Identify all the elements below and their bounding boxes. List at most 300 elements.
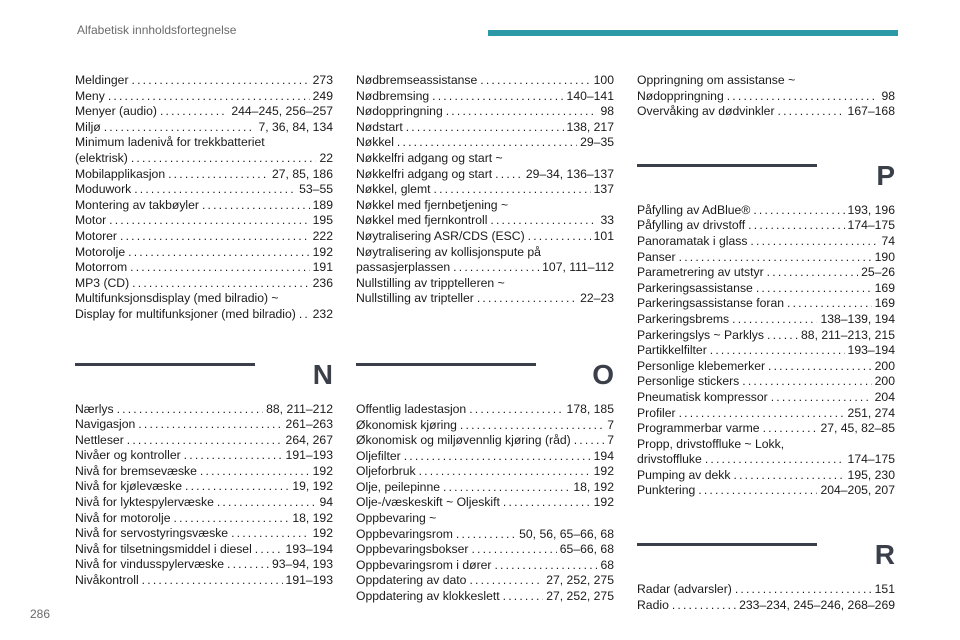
dot-leader <box>174 511 290 527</box>
index-entry-pages: 174–175 <box>847 452 895 467</box>
dot-leader <box>787 296 872 312</box>
index-entry <box>75 182 333 198</box>
dot-leader <box>778 104 845 120</box>
index-entry <box>637 234 895 250</box>
index-entry-pages: 88, 211–212 <box>266 401 333 416</box>
index-entry-pages: 192 <box>312 244 333 259</box>
dot-leader <box>748 218 844 234</box>
section-header-p <box>637 150 895 196</box>
index-entry <box>75 167 333 183</box>
index-entry-label: Påfylling av AdBlue® <box>637 202 751 217</box>
index-entry-pages: 200 <box>874 358 895 373</box>
section-rule <box>637 164 817 167</box>
index-entry-pages: 204–205, 207 <box>820 483 895 498</box>
index-entry-pages: 169 <box>874 280 895 295</box>
index-entry-pages: 193, 196 <box>847 202 895 217</box>
index-entry-pages: 193–194 <box>847 343 895 358</box>
index-entry-label: Økonomisk og miljøvennlig kjøring (råd) <box>356 433 571 448</box>
index-entry-label: Menyer (audio) <box>75 104 157 119</box>
dot-leader <box>406 120 564 136</box>
dot-leader <box>734 468 845 484</box>
index-entry-label: Overvåking av dødvinkler <box>637 104 775 119</box>
index-entry-text: Nøkkel med fjernbetjening ~ <box>356 197 509 212</box>
dot-leader <box>446 104 598 120</box>
index-entry <box>75 89 333 105</box>
index-entry-label: Panser <box>637 249 676 264</box>
index-entry-pages: 140–141 <box>566 88 614 103</box>
index-entry-pages: 174–175 <box>847 218 895 233</box>
index-entry-pages: 100 <box>593 73 614 87</box>
entry-group <box>75 73 333 323</box>
index-entry-label: Motorrom <box>75 260 128 275</box>
dot-leader <box>679 406 845 422</box>
index-entry <box>75 276 333 292</box>
index-entry <box>637 452 895 468</box>
index-entry <box>356 589 614 605</box>
dot-leader <box>231 526 310 542</box>
index-entry-pages: 193–194 <box>285 541 333 556</box>
index-entry <box>75 307 333 323</box>
section-rule <box>356 363 536 366</box>
index-entry-pages: 53–55 <box>299 182 333 197</box>
index-entry-label: Personlige stickers <box>637 374 740 389</box>
index-entry-label: Parkeringsbrems <box>637 311 730 326</box>
index-entry-pages: 27, 252, 275 <box>546 589 614 604</box>
index-entry-label: Nøkkel, glemt <box>356 182 431 197</box>
index-entry <box>637 296 895 312</box>
index-entry-label: Display for multifunksjoner (med bilradio) <box>75 306 296 321</box>
index-entry <box>356 449 614 465</box>
index-entry-pages: 18, 192 <box>292 510 333 525</box>
index-entry-label: Partikkelfilter <box>637 343 707 358</box>
index-entry-pages: 22 <box>319 150 333 165</box>
index-entry-pages: 194 <box>593 448 614 463</box>
index-entry-label: Radio <box>637 597 669 612</box>
index-entry-pages: 29–35 <box>580 135 614 150</box>
index-entry <box>637 483 895 499</box>
index-entry <box>637 468 895 484</box>
index-entry <box>356 104 614 120</box>
header-accent-bar <box>488 30 898 36</box>
index-entry-label: Nullstilling av tripteller <box>356 291 474 306</box>
index-entry-label: Pneumatisk kompressor <box>637 389 768 404</box>
index-entry-label: (elektrisk) <box>75 150 128 165</box>
dot-leader <box>108 89 310 105</box>
index-entry <box>637 89 895 105</box>
index-entry <box>637 218 895 234</box>
index-entry <box>356 433 614 449</box>
dot-leader <box>710 343 845 359</box>
section-header-r <box>637 529 895 575</box>
index-entry-pages: 244–245, 256–257 <box>231 104 333 119</box>
index-entry-pages: 200 <box>874 374 895 389</box>
index-entry-label: Nivåer og kontroller <box>75 448 181 463</box>
index-entry-text: Minimum ladenivå for trekkbatteriet <box>75 135 265 150</box>
index-entry-label: Oppbevaringsrom <box>356 526 453 541</box>
dot-leader <box>202 198 310 214</box>
index-entry-label: Parkeringsassistanse <box>637 280 753 295</box>
index-entry-label: Moduwork <box>75 182 132 197</box>
index-entry-pages: 65–66, 68 <box>559 542 614 557</box>
index-entry-pages: 27, 45, 82–85 <box>820 421 895 436</box>
section-header-o <box>356 349 614 395</box>
index-entry <box>75 464 333 480</box>
section-rule <box>637 543 817 546</box>
index-entry-pages: 94 <box>319 495 333 510</box>
index-entry-label: MP3 (CD) <box>75 275 130 290</box>
index-entry-label: Nivåkontroll <box>75 573 139 588</box>
index-entry <box>356 291 614 307</box>
dot-leader <box>503 495 591 511</box>
index-entry <box>75 120 333 136</box>
index-entry-label: Oppbevaringsbokser <box>356 542 469 557</box>
index-entry-label: Miljø <box>75 119 101 134</box>
index-entry <box>356 480 614 496</box>
index-entry-label: Parametrering av utstyr <box>637 265 764 280</box>
dot-leader <box>672 598 736 614</box>
dot-leader <box>771 390 872 406</box>
dot-leader <box>490 213 597 229</box>
index-entry <box>75 213 333 229</box>
index-entry-pages: 191–193 <box>285 448 333 463</box>
index-entry-pages: 68 <box>600 557 614 572</box>
section-letter: R <box>874 539 895 571</box>
dot-leader <box>127 433 283 449</box>
index-entry-text: Nullstilling av tripptelleren ~ <box>356 275 505 290</box>
index-entry <box>637 203 895 219</box>
index-entry-label: Nivå for kjølevæske <box>75 479 183 494</box>
index-entry-pages: 7 <box>607 417 614 432</box>
index-entry <box>356 135 614 151</box>
index-entry-pages: 74 <box>881 233 895 248</box>
index-entry-text: Oppringning om assistanse ~ <box>637 73 796 87</box>
dot-leader <box>480 73 590 89</box>
index-entry-pages: 192 <box>593 464 614 479</box>
section-letter: N <box>312 358 333 390</box>
dot-leader <box>456 527 516 543</box>
dot-leader <box>574 433 605 449</box>
dot-leader <box>132 73 310 89</box>
index-entry-label: drivstoffluke <box>637 452 702 467</box>
index-entry-pages: 93–94, 193 <box>272 557 333 572</box>
index-entry-pages: 195 <box>312 213 333 228</box>
index-entry <box>356 527 614 543</box>
dot-leader <box>200 464 310 480</box>
index-entry-label: Nødstart <box>356 119 403 134</box>
index-entry <box>75 573 333 589</box>
index-entry <box>637 390 895 406</box>
index-entry-text: Nøytralisering av kollisjonspute på <box>356 244 541 259</box>
index-entry-label: Motor <box>75 213 107 228</box>
index-entry-label: Nødbremseassistanse <box>356 73 478 87</box>
index-entry-pages: 29–34, 136–137 <box>525 166 614 181</box>
index-entry <box>637 582 895 598</box>
index-entry-label: Oljefilter <box>356 448 401 463</box>
index-entry-label: Oppbevaringsrom i dører <box>356 557 492 572</box>
index-entry-pages: 7 <box>607 433 614 448</box>
dot-leader <box>756 281 872 297</box>
dot-leader <box>705 452 845 468</box>
dot-leader <box>727 89 879 105</box>
index-entry-label: Oljeforbruk <box>356 464 416 479</box>
entry-group <box>637 582 895 613</box>
dot-leader <box>443 480 570 496</box>
index-entry <box>75 73 333 89</box>
index-entry-label: Panoramatak i glass <box>637 233 748 248</box>
index-entry-pages: 88, 211–213, 215 <box>801 327 895 342</box>
dot-leader <box>184 448 283 464</box>
index-entry <box>356 167 614 183</box>
index-entry <box>356 260 614 276</box>
index-entry-pages: 27, 85, 186 <box>272 166 333 181</box>
index-entry <box>75 526 333 542</box>
index-entry <box>637 312 895 328</box>
index-entry <box>75 479 333 495</box>
index-entry-label: Navigasjon <box>75 417 136 432</box>
index-entry-pages: 222 <box>312 228 333 243</box>
index-entry <box>75 245 333 261</box>
dot-leader <box>477 291 577 307</box>
index-entry-label: Motorolje <box>75 244 126 259</box>
index-entry-label: Punktering <box>637 483 696 498</box>
index-entry-pages: 261–263 <box>285 417 333 432</box>
dot-leader <box>753 203 844 219</box>
dot-leader <box>132 276 309 292</box>
index-entry-label: Nivå for motorolje <box>75 510 171 525</box>
index-entry <box>356 120 614 136</box>
dot-leader <box>495 167 523 183</box>
index-entry-pages: 19, 192 <box>292 479 333 494</box>
index-entry-pages: 98 <box>881 88 895 103</box>
index-entry-label: Personlige klebemerker <box>637 358 766 373</box>
index-entry-text: Propp, drivstoffluke ~ Lokk, <box>637 436 785 451</box>
dot-leader <box>227 557 269 573</box>
dot-leader <box>494 558 597 574</box>
dot-leader <box>160 104 228 120</box>
index-entry-label: Nettleser <box>75 432 124 447</box>
index-entry-label: Nivå for lyktespylervæske <box>75 495 214 510</box>
index-entry-label: Programmerbar varme <box>637 421 760 436</box>
index-entry <box>637 250 895 266</box>
dot-leader <box>763 421 818 437</box>
dot-leader <box>138 417 282 433</box>
running-header-title: Alfabetisk innholdsfortegnelse <box>77 23 237 37</box>
index-entry-pages: 169 <box>874 296 895 311</box>
index-entry-pages: 191 <box>312 260 333 275</box>
index-column-1 <box>75 73 333 589</box>
index-entry <box>356 558 614 574</box>
index-entry-pages: 192 <box>312 463 333 478</box>
dot-leader <box>131 151 317 167</box>
index-entry-pages: 190 <box>874 249 895 264</box>
index-entry <box>75 151 333 167</box>
index-entry-pages: 18, 192 <box>573 479 614 494</box>
index-entry-label: Meldinger <box>75 73 129 87</box>
dot-leader <box>732 312 817 328</box>
dot-leader <box>469 402 563 418</box>
index-entry <box>75 402 333 418</box>
index-entry-label: Oppdatering av dato <box>356 573 467 588</box>
index-entry-text: Nøkkelfri adgang og start ~ <box>356 150 503 165</box>
dot-leader <box>469 573 543 589</box>
dot-leader <box>471 542 556 558</box>
dot-leader <box>397 135 577 151</box>
index-entry <box>75 229 333 245</box>
dot-leader <box>142 573 283 589</box>
dot-leader <box>120 229 310 245</box>
index-entry-pages: 251, 274 <box>847 405 895 420</box>
dot-leader <box>104 120 256 136</box>
index-entry-pages: 138, 217 <box>566 119 614 134</box>
index-entry-pages: 264, 267 <box>285 432 333 447</box>
entry-group <box>637 73 895 120</box>
index-entry-pages: 236 <box>312 275 333 290</box>
index-entry-label: Oppdatering av klokkeslett <box>356 589 500 604</box>
index-entry-label: Olje-/væskeskift ~ Oljeskift <box>356 495 500 510</box>
index-entry-pages: 107, 111–112 <box>542 260 614 275</box>
dot-leader <box>109 213 310 229</box>
dot-leader <box>217 495 317 511</box>
dot-leader <box>767 265 858 281</box>
index-entry <box>637 598 895 614</box>
index-entry-pages: 138–139, 194 <box>820 311 895 326</box>
index-entry <box>356 73 614 89</box>
index-entry-label: Nøkkelfri adgang og start <box>356 166 493 181</box>
index-entry-label: Profiler <box>637 405 676 420</box>
dot-leader <box>453 260 539 276</box>
entry-group <box>637 203 895 499</box>
index-entry-label: Parkeringsassistanse foran <box>637 296 784 311</box>
index-entry-label: Nødoppringning <box>637 88 724 103</box>
dot-leader <box>134 182 296 198</box>
index-entry-label: Olje, peilepinne <box>356 479 441 494</box>
dot-leader <box>767 328 798 344</box>
entry-group <box>356 402 614 605</box>
index-entry-pages: 151 <box>874 582 895 597</box>
index-entry-pages: 7, 36, 84, 134 <box>258 119 333 134</box>
index-entry <box>75 557 333 573</box>
dot-leader <box>185 479 289 495</box>
index-entry-pages: 137 <box>593 182 614 197</box>
index-entry <box>75 495 333 511</box>
index-entry <box>75 260 333 276</box>
index-entry-label: Nøkkel med fjernkontroll <box>356 213 488 228</box>
index-entry <box>75 417 333 433</box>
dot-leader <box>698 483 817 499</box>
dot-leader <box>299 307 310 323</box>
index-entry-label: Motorer <box>75 228 117 243</box>
index-entry-label: passasjerplassen <box>356 260 451 275</box>
index-entry <box>637 265 895 281</box>
section-header-n <box>75 349 333 395</box>
index-entry-label: Nivå for servostyringsvæske <box>75 526 229 541</box>
section-letter: P <box>876 159 895 191</box>
index-entry-label: Nærlys <box>75 401 114 416</box>
index-entry-label: Offentlig ladestasjon <box>356 401 467 416</box>
index-entry-label: Radar (advarsler) <box>637 582 732 597</box>
dot-leader <box>255 542 283 558</box>
index-entry-pages: 273 <box>312 73 333 87</box>
index-entry-pages: 167–168 <box>847 104 895 119</box>
index-entry-pages: 33 <box>600 213 614 228</box>
dot-leader <box>742 374 871 390</box>
index-entry-pages: 233–234, 245–246, 268–269 <box>739 597 895 612</box>
dot-leader <box>503 589 544 605</box>
index-entry-label: Påfylling av drivstoff <box>637 218 746 233</box>
index-entry <box>75 511 333 527</box>
index-entry-pages: 192 <box>593 495 614 510</box>
index-entry-label: Nødbremsing <box>356 88 430 103</box>
index-entry-label: Nivå for vindusspylervæske <box>75 557 225 572</box>
index-column-3 <box>637 73 895 613</box>
dot-leader <box>117 402 264 418</box>
index-entry-text: Multifunksjonsdisplay (med bilradio) ~ <box>75 291 279 306</box>
index-entry <box>356 182 614 198</box>
dot-leader <box>419 464 591 480</box>
entry-group <box>356 73 614 307</box>
index-entry <box>75 448 333 464</box>
index-entry-pages: 101 <box>593 228 614 243</box>
index-entry-label: Montering av takbøyler <box>75 197 199 212</box>
index-entry-label: Pumping av dekk <box>637 467 731 482</box>
index-entry-label: Mobilapplikasjon <box>75 166 166 181</box>
section-letter: O <box>592 358 614 390</box>
index-entry-label: Nivå for tilsetningsmiddel i diesel <box>75 541 252 556</box>
index-entry-pages: 249 <box>312 88 333 103</box>
dot-leader <box>130 260 310 276</box>
index-entry <box>637 421 895 437</box>
index-entry-pages: 98 <box>600 104 614 119</box>
dot-leader <box>735 582 872 598</box>
index-entry <box>356 213 614 229</box>
index-entry-label: Nivå for bremsevæske <box>75 463 197 478</box>
dot-leader <box>460 418 604 434</box>
index-entry <box>75 198 333 214</box>
dot-leader <box>168 167 269 183</box>
index-entry-pages: 191–193 <box>285 573 333 588</box>
dot-leader <box>750 234 878 250</box>
index-entry <box>637 281 895 297</box>
index-entry-pages: 232 <box>312 306 333 321</box>
index-entry <box>356 418 614 434</box>
index-entry-pages: 189 <box>312 197 333 212</box>
index-entry-pages: 22–23 <box>580 291 614 306</box>
dot-leader <box>128 245 310 261</box>
index-entry <box>356 402 614 418</box>
dot-leader <box>434 182 591 198</box>
index-entry-pages: 25–26 <box>861 265 895 280</box>
index-entry <box>75 104 333 120</box>
dot-leader <box>432 89 563 105</box>
index-entry-label: Økonomisk kjøring <box>356 417 457 432</box>
index-entry <box>637 359 895 375</box>
index-entry <box>356 542 614 558</box>
index-entry <box>356 495 614 511</box>
index-entry-label: Nødoppringning <box>356 104 443 119</box>
index-entry-label: Meny <box>75 88 105 103</box>
index-entry-pages: 195, 230 <box>847 467 895 482</box>
dot-leader <box>768 359 872 375</box>
index-entry <box>356 229 614 245</box>
index-entry-pages: 178, 185 <box>566 401 614 416</box>
index-entry-pages: 50, 56, 65–66, 68 <box>519 526 614 541</box>
index-entry <box>637 406 895 422</box>
index-entry <box>75 433 333 449</box>
section-rule <box>75 363 255 366</box>
dot-leader <box>404 449 591 465</box>
entry-group <box>75 402 333 589</box>
dot-leader <box>528 229 591 245</box>
